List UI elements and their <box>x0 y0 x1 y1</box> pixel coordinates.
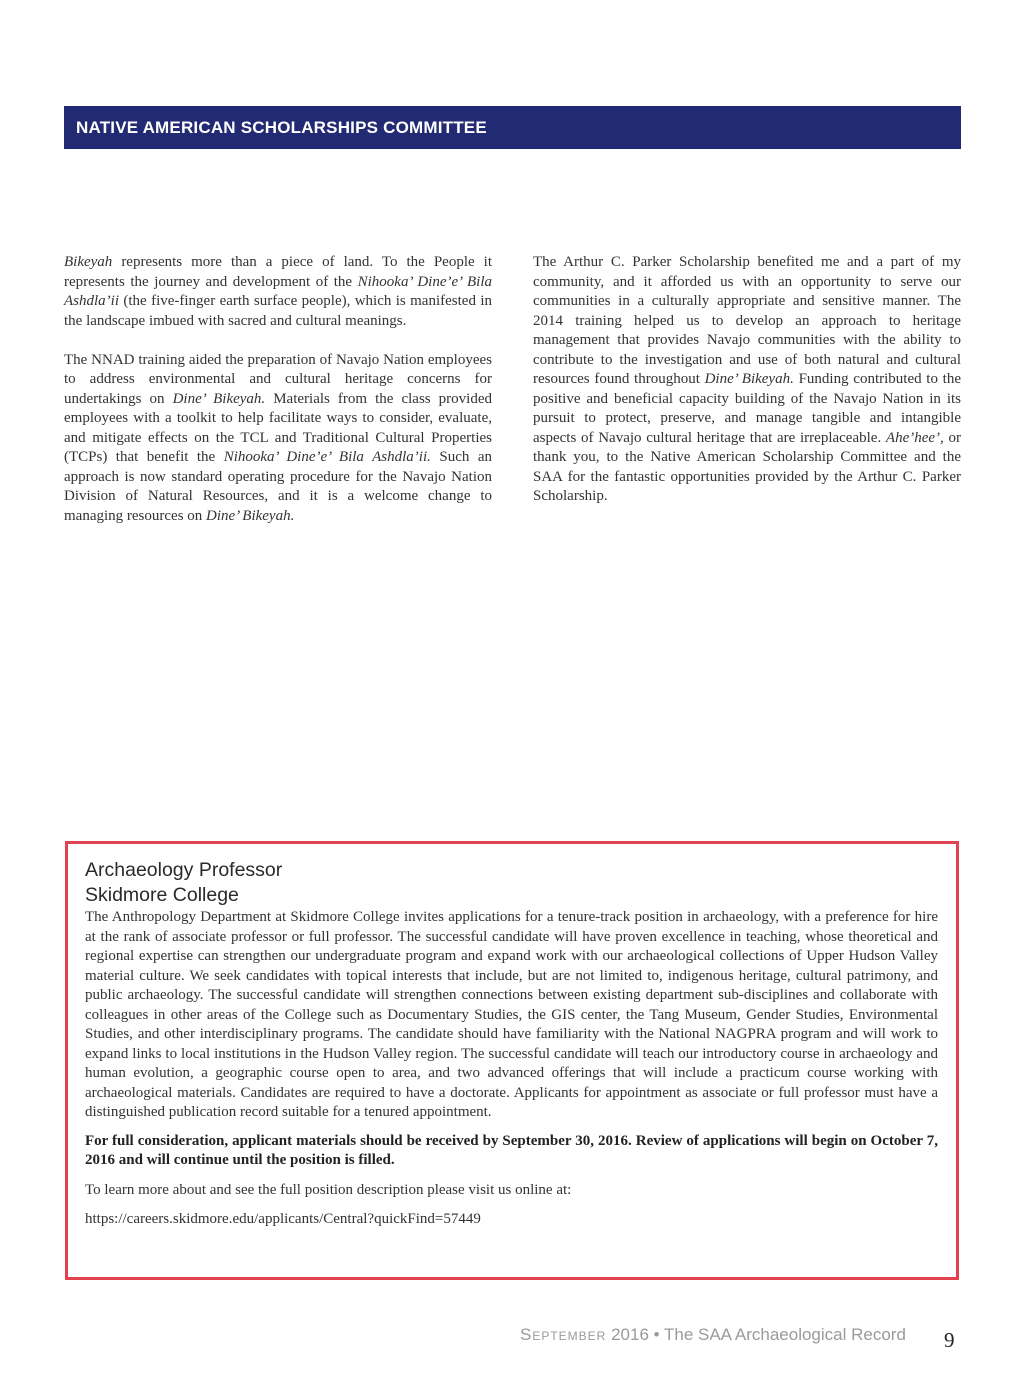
text-italic: Nihooka’ Dine’e’ Bila Ashdla’ii. <box>223 449 431 465</box>
ad-body-text: The Anthropology Department at Skidmore College invites applications for a tenure-track position in archaeology, with a preference for hire at the rank of associate professor or full professor. The successful candidate will have proven excellence in teaching, whose theoretical and regional expertise can strengthen our undergraduate program and expand work with our archaeological collections of Upper Hudson Valley material culture. We seek candidates with topical interests that include, but are not limited to, indigenous heritage, cultural patrimony, and public archaeology. The successful candidate will strengthen connections between existing department sub-disciplines and collaborate with colleagues in other areas of the College such as Documentary Studies, the GIS center, the Tang Museum, Gender Studies, Environmental Studies, and other interdisciplinary programs. The candidate should have familiarity with the National NAGPRA program and will work to expand links to local institutions in the Hudson Valley region. The successful candidate will teach our introductory course in archaeology and human evolution, a geographic course open to area, and two advanced offerings that will include a practicum course working with archaeological materials. Candidates are required to have a doctorate. Applicants for appointment as associate or full professor must have a distinguished publication record suitable for a tenured appointment. <box>85 909 938 1120</box>
text-run: Materials from the class provided employees with a toolkit to help facilitate ways to consider, evaluate, and mitigate effects on the TCL and Traditional Cultural Properties (TCPs) that benefit the <box>64 390 493 465</box>
text-italic: Bikeyah <box>64 254 113 270</box>
text-italic: Dine’ Bikeyah. <box>206 507 295 524</box>
section-header-bar <box>64 106 961 149</box>
text-run: represents more than a piece of land. To the People it represents the journey and development of the <box>64 254 492 290</box>
text-run: The Arthur C. Parker Scholarship benefited me and a part of my community, and it afforded us with an opportunity to serve our communities in a culturally appropriate and sensitive manner. The 2014 training helped us to develop an approach to heritage management that provides Navajo communities with the ability to contribute to the investigation and use of both natural and cultural resources found throughout <box>533 254 961 387</box>
text-run: or thank you, to the Native American Scholarship Committee and the SAA for the fantastic opportunities provided by the Arthur C. Parker Scholarship. <box>533 429 962 504</box>
ad-learn-more-text: To learn more about and see the full position description please visit us online at: <box>85 1181 572 1198</box>
section-title: NATIVE AMERICAN SCHOLARSHIPS COMMITTEE <box>76 117 487 137</box>
ad-title-position: Archaeology Professor <box>85 859 283 881</box>
text-run: Such an approach is now standard operating procedure for the Navajo Nation Division of Natural Resources, and it is a welcome change to managing resources on <box>64 449 492 524</box>
text-run: The NNAD training aided the preparation of Navajo Nation employees to address environmental and cultural heritage concerns for undertakings on <box>64 351 492 407</box>
right-paragraph-1 <box>533 253 961 507</box>
text-italic: Dine’ Bikeyah. <box>172 390 266 407</box>
text-italic: Nihooka’ Dine’e’ Bila Ashdla’ii <box>64 273 492 309</box>
ad-url-link[interactable]: https://careers.skidmore.edu/applicants/Central?quickFind=57449 <box>85 1211 481 1227</box>
right-column <box>533 253 961 507</box>
page-number: 9 <box>944 1328 955 1352</box>
left-paragraph-1 <box>64 253 492 331</box>
text-run: (the five-finger earth surface people), which is manifested in the landscape imbued with sacred and cultural meanings. <box>64 293 492 329</box>
text-italic: Dine’ Bikeyah. <box>704 371 794 387</box>
text-italic: Ahe’hee’, <box>885 429 944 446</box>
text-run: Funding contributed to the positive and beneficial capacity building of the Navajo Nation in its pursuit to protect, preserve, and manage tangible and intangible aspects of Navajo cultural heritage that are irreplaceable. <box>533 371 962 446</box>
footer-publication: 2016 • The SAA Archaeological Record <box>606 1325 906 1344</box>
left-column <box>64 253 492 526</box>
ad-title-institution: Skidmore College <box>85 884 239 906</box>
left-paragraph-2 <box>64 351 492 527</box>
footer-month: September <box>520 1325 607 1344</box>
ad-deadline-text: For full consideration, applicant materials should be received by September 30, 2016. Review of applications will begin on October 7, 2016 and will continue until the position is filled. <box>85 1132 938 1168</box>
job-advertisement-box <box>65 841 959 1280</box>
page-footer <box>520 1325 906 1345</box>
